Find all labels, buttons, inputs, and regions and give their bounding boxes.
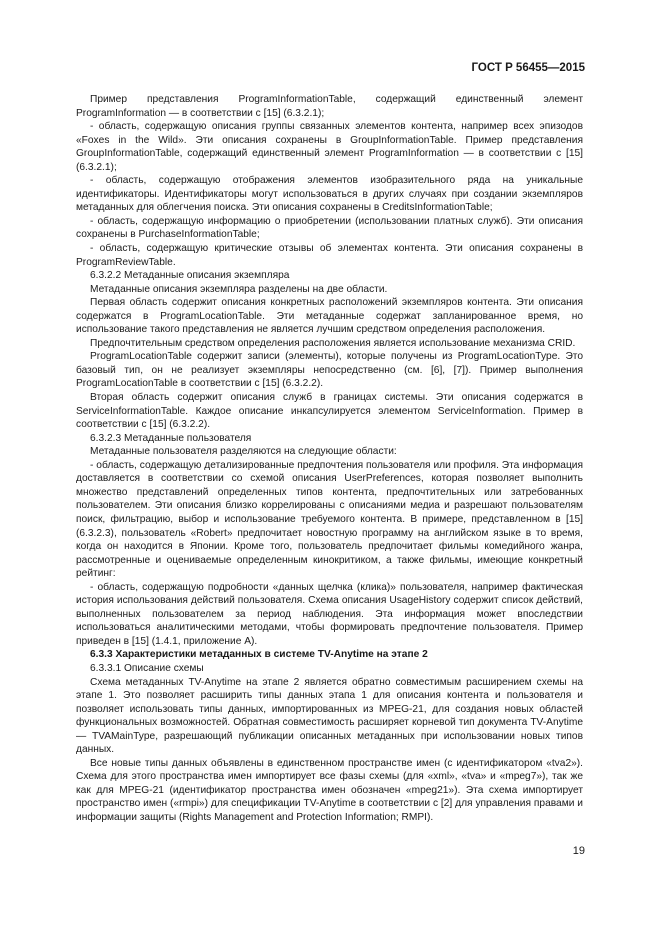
list-item: - область, содержащую детализированные предпочтения пользователя или профиля. Эта информация доставляется в соответствии со схемой описания UserPreferences, которая позволяет выполнить множество представлений определенных типов контента, предпочтительных или затребованных пользователем. Эти описания близко коррелированы с описаниями медиа и разрешают пользователям поиск, фильтрацию, выбор и использование требуемого контента. В примере, представленном в [15] (6.3.2.3), пользователь «Robert» предпочитает новостную программу на английском языке в то время, когда он находится в Японии. Кроме того, пользователь предпочитает фильмы комедийного жанра, рассмотренные и оцениваемые определенным кинокритиком, а также фильмы, имеющие конкретный рейтинг: (76, 459, 583, 580)
body-text (76, 93, 583, 825)
list-item: - область, содержащую подробности «данных щелчка (клика)» пользователя, например фактическая история использования действий пользователя. Схема описания UsageHistory содержит список действий, выполненных пользователем за период наблюдения. Эта информация может впоследствии использоваться аналитическими методами, чтобы формировать предпочтение пользователя. Пример приведен в [15] (1.4.1, приложение А). (76, 581, 583, 647)
paragraph: Схема метаданных TV-Anytime на этапе 2 является обратно совместимым расширением схемы на этапе 1. Это позволяет расширить типы данных этапа 1 для описания контента и пользователя и позволяет использовать типы данных, импортированных из MPEG-21, для создания новых областей функциональных возможностей. Обратная совместимость расширяет корневой тип документа TV-Anytime — TVAMainType, разрешающий публикации описанных метаданных при использовании новых типов данных. (76, 676, 583, 756)
paragraph: Пример представления ProgramInformationTable, содержащий единственный элемент ProgramInformation — в соответствии с [15] (6.3.2.1); (76, 94, 583, 119)
list-item: - область, содержащую отображения элементов изобразительного ряда на уникальные идентификаторы. Идентификаторы могут использоваться в других случаях при создании экземпляров метаданных для облегчения поиска. Эти описания сохранены в CreditsInformationTable; (76, 175, 583, 214)
document-header: ГОСТ Р 56455—2015 (471, 62, 585, 74)
paragraph: Метаданные описания экземпляра разделены на две области. (90, 283, 388, 295)
subsection-heading: 6.3.2.3 Метаданные пользователя (90, 432, 252, 444)
paragraph: ProgramLocationTable содержит записи (элементы), которые получены из ProgramLocationType. Это базовый тип, он не реализует экземпляры непосредственно (см. [6], [7]). Пример выполнения ProgramLocationTable в соответствии с [15] (6.3.2.2). (76, 351, 583, 390)
list-item: - область, содержащую описания группы связанных элементов контента, например всех эпизодов «Foxes in the Wild». Эти описания сохранены в GroupInformationTable. Пример представления GroupInformationTable, содержащий единственный элемент ProgramInformation — в соответствии с [15] (6.3.2.1); (76, 121, 583, 173)
page-number: 19 (572, 845, 585, 857)
subsection-heading: 6.3.3.1 Описание схемы (90, 662, 204, 674)
list-item: - область, содержащую информацию о приобретении (использовании платных служб). Эти описания сохранены в PurchaseInformationTable; (76, 215, 583, 241)
paragraph: Метаданные пользователя разделяются на следующие области: (90, 446, 397, 458)
list-item: - область, содержащую критические отзывы об элементах контента. Эти описания сохранены в ProgramReviewTable. (76, 243, 583, 268)
paragraph: Первая область содержит описания конкретных расположений экземпляров контента. Эти описания содержатся в ProgramLocationTable. Эти метаданные содержат запланированное время, но использование такого представления не является лучшим средством определения расположения. (76, 297, 583, 336)
paragraph: Вторая область содержит описания служб в границах системы. Эти описания содержатся в ServiceInformationTable. Каждое описание инкапсулируется элементом ServiceInformation. Пример в соответствии с [15] (6.3.2.2). (76, 392, 583, 431)
section-heading: 6.3.3 Характеристики метаданных в системе TV-Anytime на этапе 2 (90, 649, 428, 661)
paragraph: Предпочтительным средством определения расположения является использование механизма CRID. (90, 337, 576, 349)
subsection-heading: 6.3.2.2 Метаданные описания экземпляра (90, 270, 290, 282)
paragraph: Все новые типы данных объявлены в единственном пространстве имен (с идентификатором «tva2»). Схема для этого пространства имен импортирует все фазы схемы (для «xml», «tva» и «mpeg7»), так же как для MPEG-21 (идентификатор пространства имен обозначен «mpeg21»). Эта схема импортирует пространство имен («rmpi») для спецификации TV-Anytime в соответствии с [2] для управления правами и информации защиты (Rights Management and Protection Information; RMPI). (76, 757, 583, 823)
